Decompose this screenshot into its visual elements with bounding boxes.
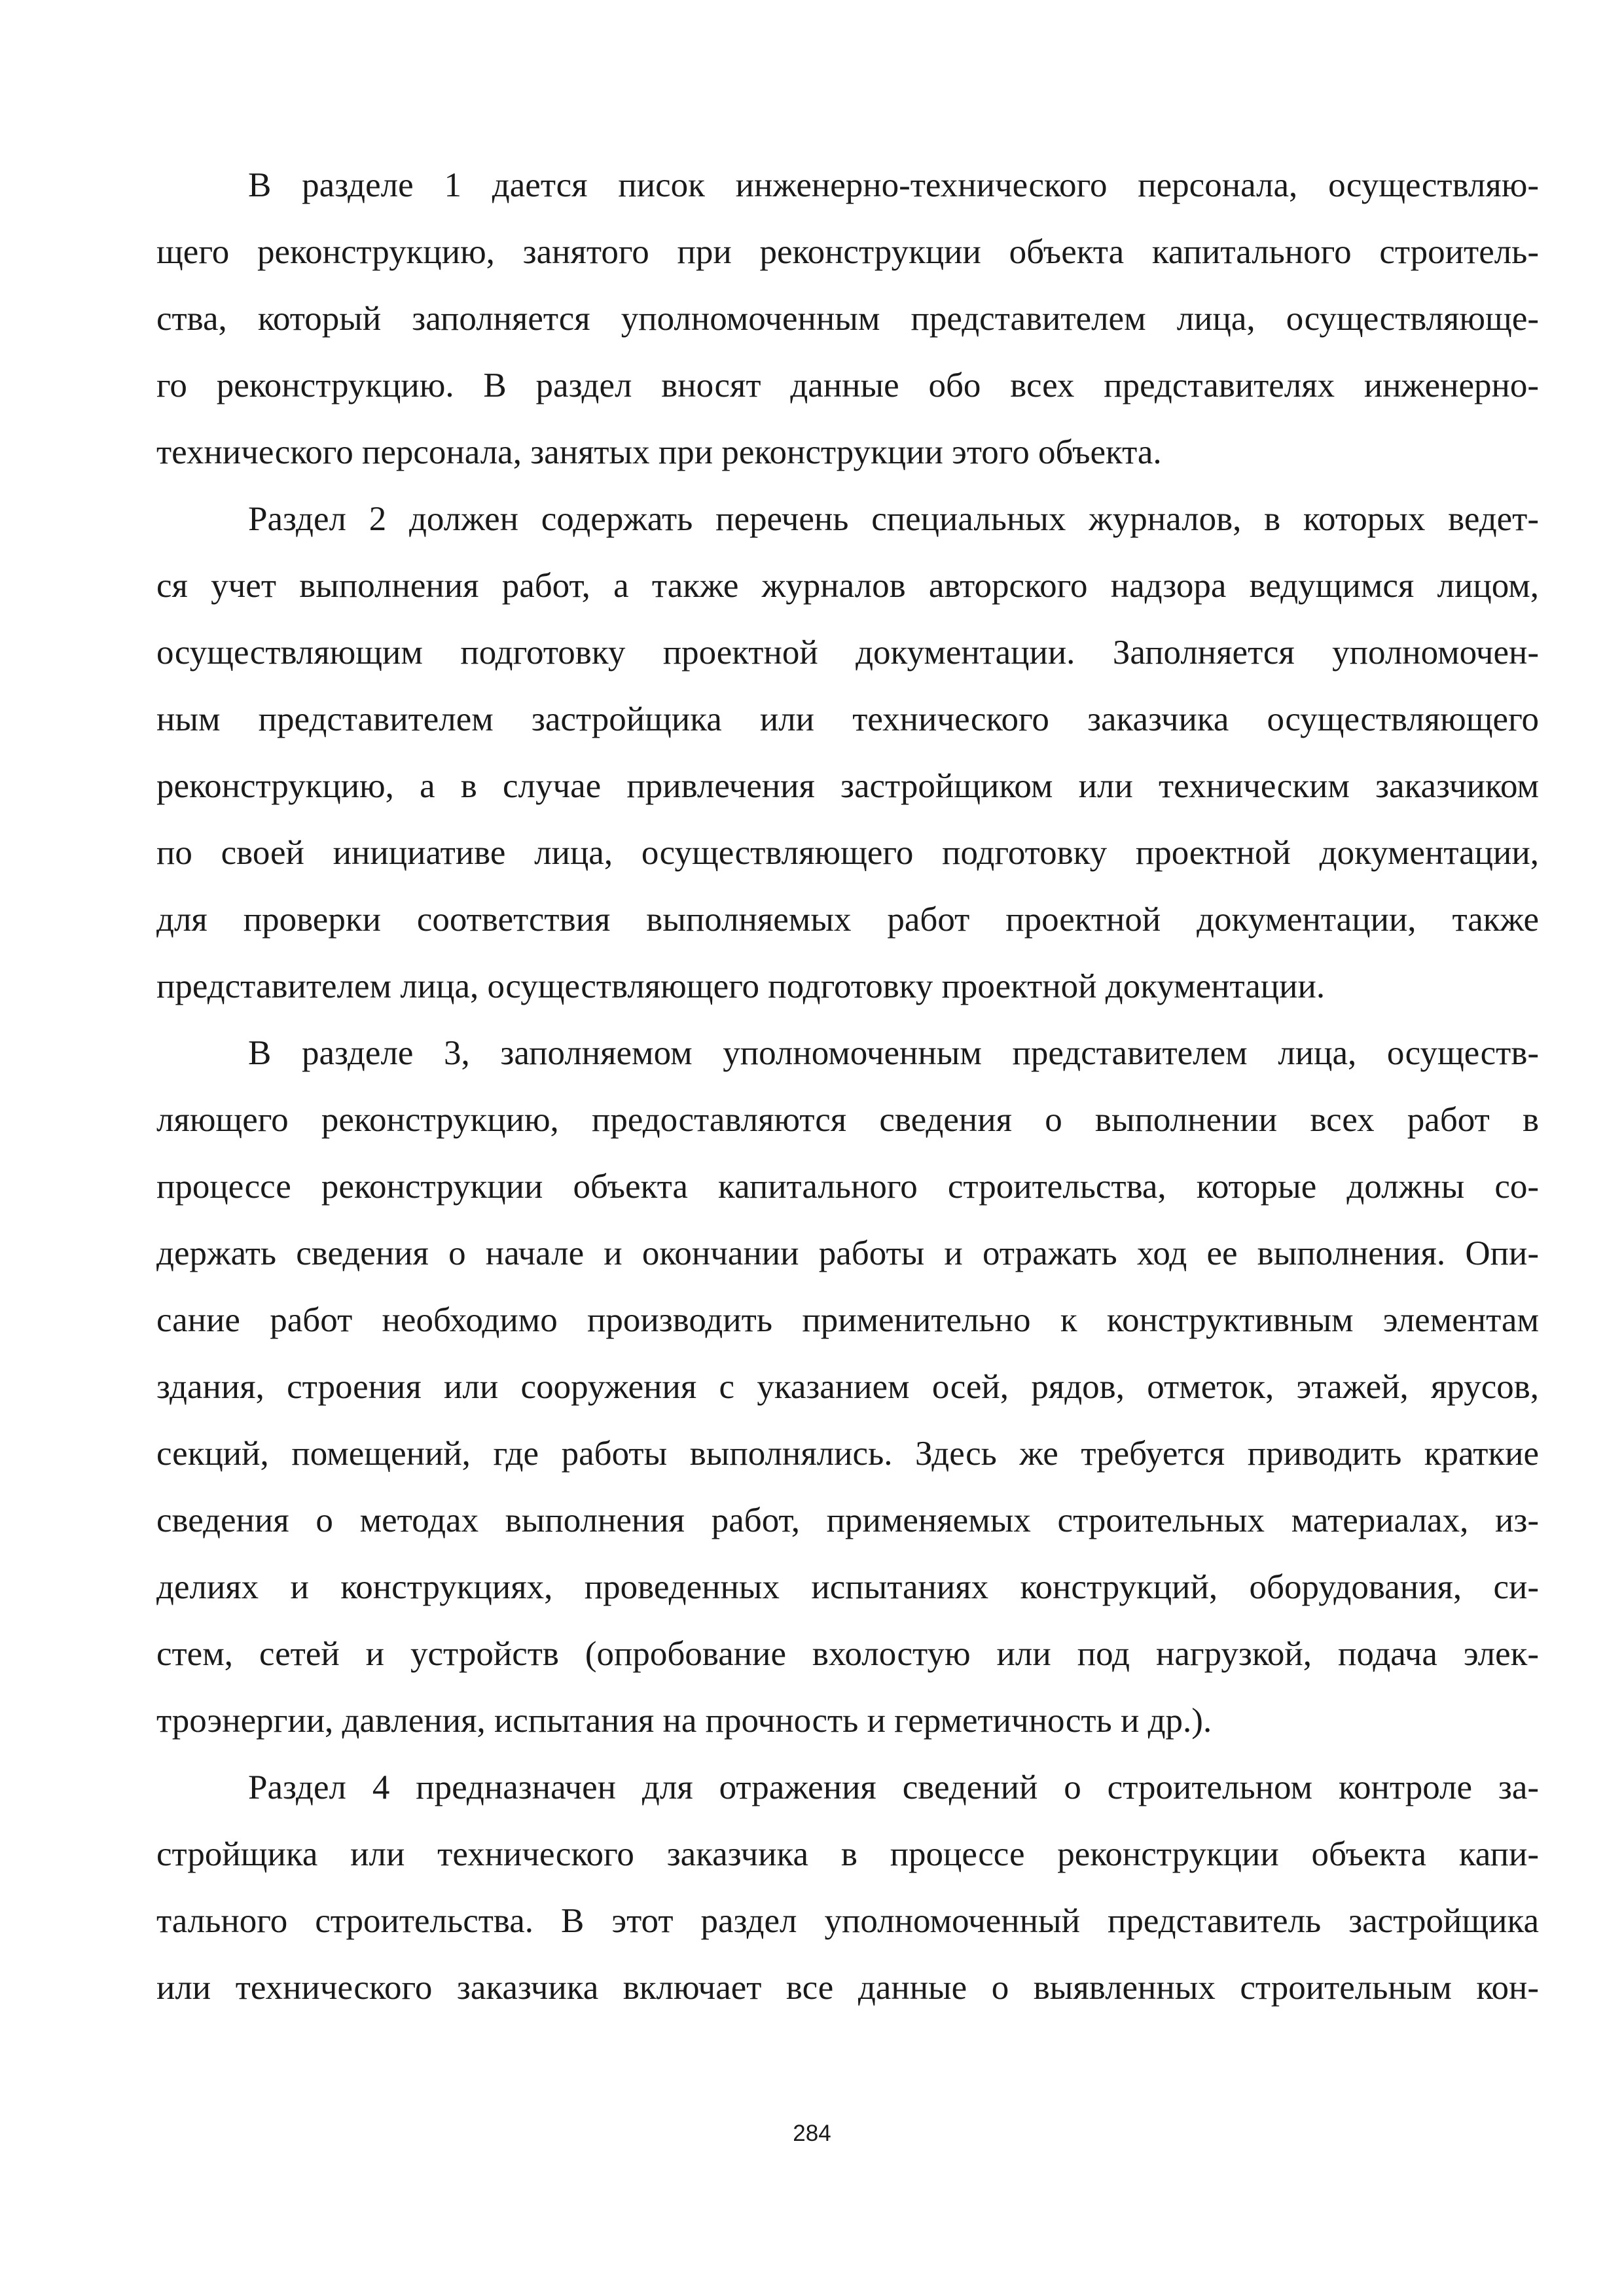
text-line: представителем лица, осуществляющего подготовку проектной документации. bbox=[156, 967, 1326, 1005]
text-line: ся учет выполнения работ, а также журналов авторского надзора ведущимся лицом, bbox=[156, 567, 1539, 605]
text-line: для проверки соответствия выполняемых работ проектной документации, также bbox=[156, 901, 1539, 939]
text-line: стем, сетей и устройств (опробование вхолостую или под нагрузкой, подача элек- bbox=[156, 1635, 1539, 1673]
text-line: держать сведения о начале и окончании работы и отражать ход ее выполнения. Опи- bbox=[156, 1234, 1539, 1272]
text-line: Раздел 2 должен содержать перечень специальных журналов, в которых ведет- bbox=[248, 500, 1539, 538]
text-line: сание работ необходимо производить применительно к конструктивным элементам bbox=[156, 1301, 1539, 1339]
body-text bbox=[156, 152, 1539, 2021]
text-line: по своей инициативе лица, осуществляющего подготовку проектной документации, bbox=[156, 834, 1539, 872]
text-line: ным представителем застройщика или технического заказчика осуществляющего bbox=[156, 700, 1539, 738]
text-line: процессе реконструкции объекта капитального строительства, которые должны со- bbox=[156, 1168, 1539, 1206]
text-line: троэнергии, давления, испытания на прочность и герметичность и др.). bbox=[156, 1702, 1212, 1740]
text-line: ства, который заполняется уполномоченным представителем лица, осуществляюще- bbox=[156, 300, 1539, 338]
text-line: го реконструкцию. В раздел вносят данные обо всех представителях инженерно- bbox=[156, 367, 1539, 404]
text-line: реконструкцию, а в случае привлечения застройщиком или техническим заказчиком bbox=[156, 767, 1539, 805]
text-line: ляющего реконструкцию, предоставляются сведения о выполнении всех работ в bbox=[156, 1101, 1539, 1139]
text-line: Раздел 4 предназначен для отражения сведений о строительном контроле за- bbox=[248, 1768, 1539, 1806]
text-line: секций, помещений, где работы выполнялись. Здесь же требуется приводить краткие bbox=[156, 1435, 1539, 1473]
text-line: здания, строения или сооружения с указанием осей, рядов, отметок, этажей, ярусов, bbox=[156, 1368, 1539, 1406]
text-line: делиях и конструкциях, проведенных испытаниях конструкций, оборудования, си- bbox=[156, 1568, 1539, 1606]
text-line: или технического заказчика включает все данные о выявленных строительным кон- bbox=[156, 1969, 1539, 2007]
text-line: В разделе 1 дается писок инженерно-технического персонала, осуществляю- bbox=[248, 166, 1539, 204]
text-line: стройщика или технического заказчика в процессе реконструкции объекта капи- bbox=[156, 1835, 1539, 1873]
text-line: щего реконструкцию, занятого при реконструкции объекта капитального строитель- bbox=[156, 233, 1539, 271]
text-line: сведения о методах выполнения работ, применяемых строительных материалах, из- bbox=[156, 1501, 1539, 1539]
text-line: тального строительства. В этот раздел уполномоченный представитель застройщика bbox=[156, 1902, 1539, 1940]
text-line: В разделе 3, заполняемом уполномоченным представителем лица, осуществ- bbox=[248, 1034, 1539, 1072]
page-number: 284 bbox=[793, 2121, 831, 2146]
text-line: осуществляющим подготовку проектной документации. Заполняется уполномочен- bbox=[156, 634, 1539, 672]
text-line: технического персонала, занятых при реконструкции этого объекта. bbox=[156, 433, 1162, 471]
